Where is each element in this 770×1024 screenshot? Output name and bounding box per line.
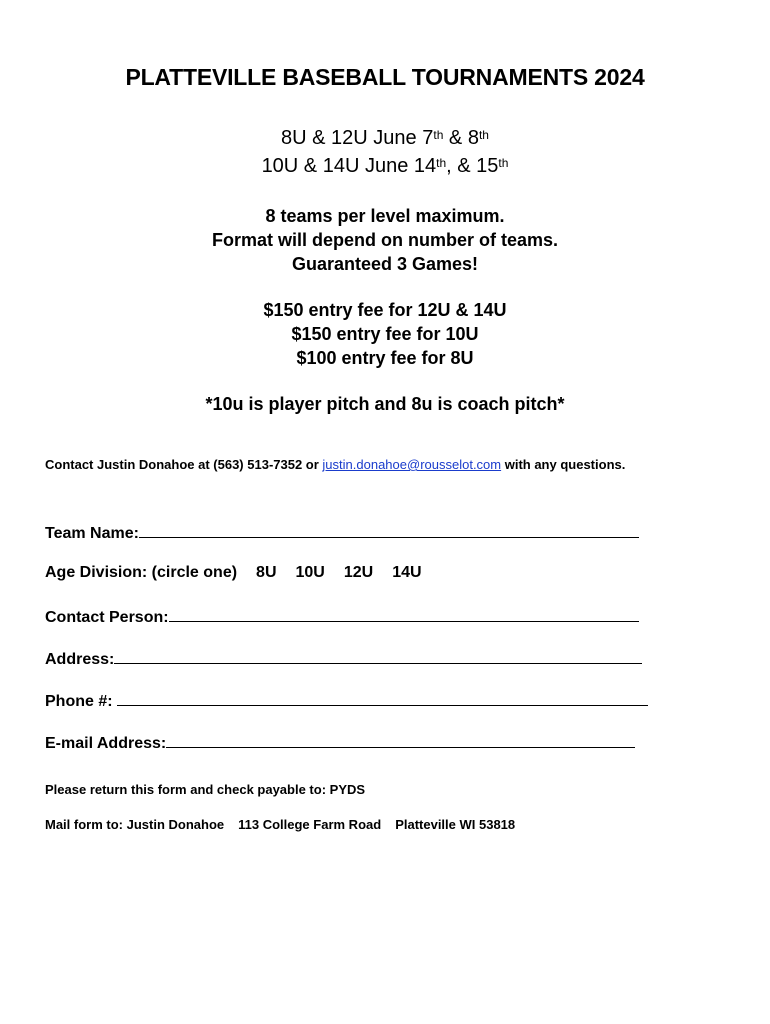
email-blank[interactable] <box>166 732 635 748</box>
address-label: Address: <box>45 651 115 668</box>
contact-prefix: Contact Justin Donahoe at (563) 513-7352 or <box>45 457 323 472</box>
dates-line-1 <box>0 124 770 152</box>
phone-blank[interactable] <box>117 690 648 706</box>
age-division-field <box>45 564 422 582</box>
fee-line: $100 entry fee for 8U <box>296 348 474 368</box>
phone-label: Phone #: <box>45 693 118 710</box>
contact-person-label: Contact Person: <box>45 609 169 626</box>
email-link[interactable]: justin.donahoe@rousselot.com <box>322 457 502 472</box>
age-option-8u[interactable]: 8U <box>256 564 277 581</box>
email-label: E-mail Address: <box>45 735 167 752</box>
pitch-note: *10u is player pitch and 8u is coach pitch* <box>205 394 565 414</box>
page-title: PLATTEVILLE BASEBALL TOURNAMENTS 2024 <box>125 64 645 90</box>
ordinal-suffix: th <box>433 128 444 142</box>
mail-line <box>45 817 515 832</box>
ordinal-suffix: th <box>478 128 489 142</box>
team-name-label: Team Name: <box>45 525 139 542</box>
address-field <box>45 648 642 669</box>
contact-line <box>45 457 625 472</box>
fee-line: $150 entry fee for 10U <box>291 324 479 344</box>
dates-line-2 <box>0 152 770 180</box>
address-blank[interactable] <box>114 648 642 664</box>
format-line: 8 teams per level maximum. <box>265 206 505 226</box>
phone-field <box>45 690 648 711</box>
age-division-label: Age Division: (circle one) <box>45 564 238 581</box>
dates-line-1-text: 8U & 12U June 7 <box>281 127 434 149</box>
email-field <box>45 732 635 753</box>
age-option-10u[interactable]: 10U <box>295 564 325 581</box>
dates-line-2-text: 10U & 14U June 14 <box>261 155 437 177</box>
age-option-12u[interactable]: 12U <box>343 564 374 581</box>
format-info <box>0 204 770 276</box>
dates-line-2-mid: , & 15 <box>446 155 499 177</box>
ordinal-suffix: th <box>436 156 447 170</box>
return-note: Please return this form and check payable to: PYDS <box>45 782 366 797</box>
entry-fees <box>0 298 770 370</box>
ordinal-suffix: th <box>498 156 509 170</box>
mail-city: Platteville WI 53818 <box>395 817 516 832</box>
mail-street: 113 College Farm Road <box>238 817 382 832</box>
format-line: Guaranteed 3 Games! <box>291 254 479 274</box>
team-name-field <box>45 522 639 543</box>
fee-line: $150 entry fee for 12U & 14U <box>263 300 507 320</box>
contact-suffix: with any questions. <box>501 457 626 472</box>
tournament-dates <box>0 124 770 180</box>
mail-label: Mail form to: Justin Donahoe <box>45 817 225 832</box>
contact-person-field <box>45 606 639 627</box>
team-name-blank[interactable] <box>139 522 639 538</box>
dates-line-1-mid: & 8 <box>443 127 479 149</box>
contact-person-blank[interactable] <box>169 606 639 622</box>
age-option-14u[interactable]: 14U <box>392 564 422 581</box>
format-line: Format will depend on number of teams. <box>211 230 559 250</box>
